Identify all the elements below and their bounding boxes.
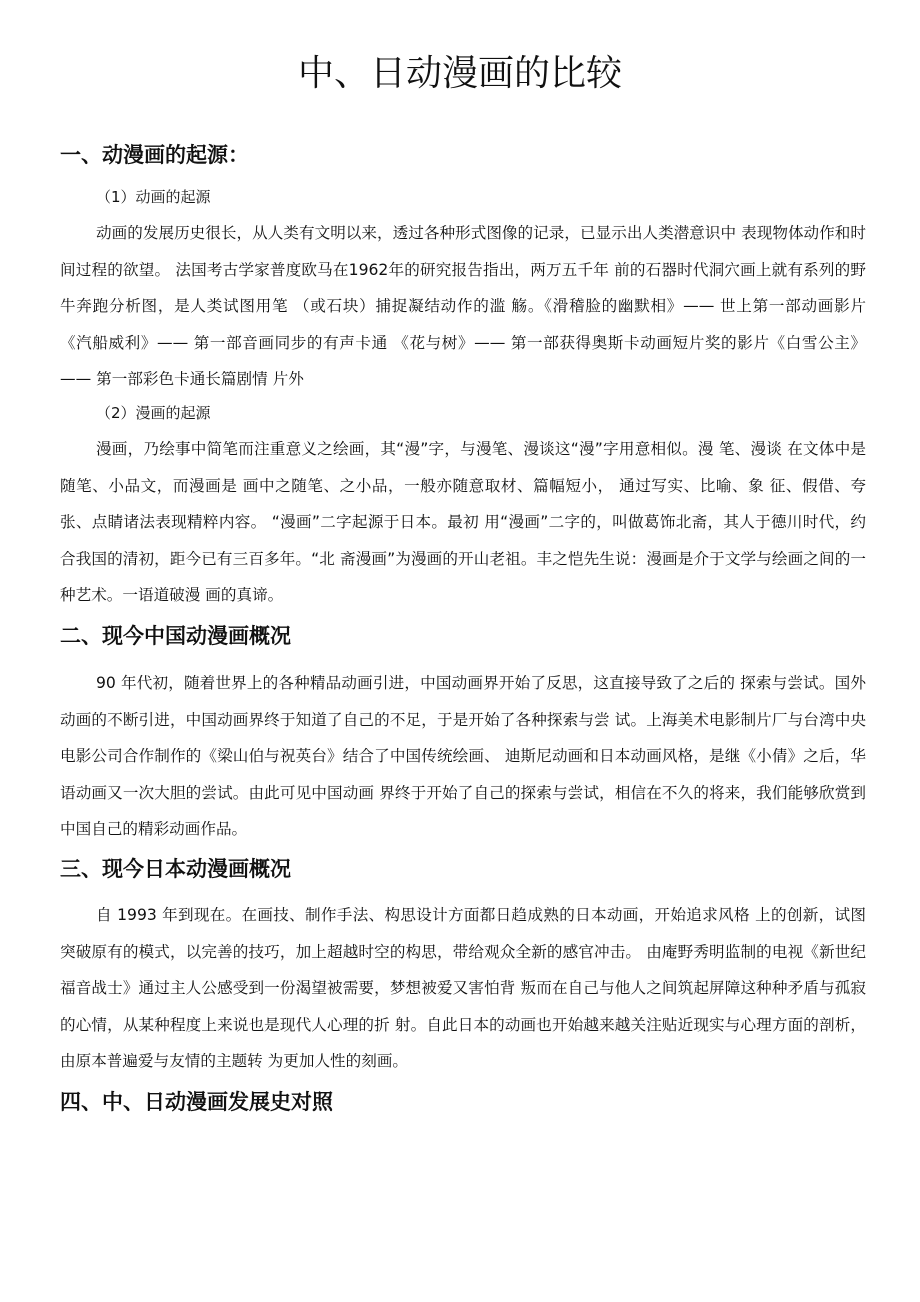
subsection-label-comic-origin: （2）漫画的起源 (96, 404, 211, 422)
subsection-label-animation-origin: （1）动画的起源 (96, 188, 211, 206)
paragraph-animation-origin: 动画的发展历史很长，从人类有文明以来，透过各种形式图像的记录，已显示出人类潜意识中 表现物体动作和时间过程的欲望。 法国考古学家普度欧马在1962年的研究报告指出，两万五千年 前的石器时代洞穴画上就有系列的野牛奔跑分析图，是人类试图用笔 （或石块）捕捉凝结动作的滥 觞。《滑稽脸的幽默相》—— 世上第一部动画影片 《汽船威利》—— 第一部音画同步的有声卡通 《花与树》—— 第一部获得奥斯卡动画短片奖的影片《白雪公主》—— 第一部彩色卡通长篇剧情 片外 (60, 224, 866, 389)
section-heading-japan: 三、现今日本动漫画概况 (60, 857, 291, 881)
page-title: 中、日动漫画的比较 (297, 53, 622, 94)
section-heading-comparison: 四、中、日动漫画发展史对照 (60, 1090, 333, 1114)
paragraph-comic-origin: 漫画，乃绘事中简笔而注重意义之绘画，其“漫”字，与漫笔、漫谈这“漫”字用意相似。漫 笔、漫谈 在文体中是随笔、小品文，而漫画是 画中之随笔、之小品，一般亦随意取材、篇幅短小， 通过写实、比喻、象 征、假借、夸张、点睛诸法表现精粹内容。 “漫画”二字起源于日本。最初 用“漫画”二字的，叫做葛饰北斋，其人于德川时代，约合我国的清初，距今已有三百多年。“北 斋漫画”为漫画的开山老祖。丰之恺先生说：漫画是介于文学与绘画之间的一种艺术。一语道破漫 画的真谛。 (60, 440, 866, 605)
paragraph-japan: 自 1993 年到现在。在画技、制作手法、构思设计方面都日趋成熟的日本动画，开始追求风格 上的创新，试图突破原有的模式，以完善的技巧，加上超越时空的构思，带给观众全新的感官冲击。 由庵野秀明监制的电视《新世纪福音战士》通过主人公感受到一份渴望被需要，梦想被爱又害怕背 叛而在自己与他人之间筑起屏障这种种矛盾与孤寂的心情，从某种程度上来说也是现代人心理的折 射。自此日本的动画也开始越来越关注贴近现实与心理方面的剖析，由原本普遍爱与友情的主题转 为更加人性的刻画。 (60, 906, 866, 1071)
section-heading-origin: 一、动漫画的起源： (60, 143, 249, 167)
paragraph-china: 90 年代初，随着世界上的各种精品动画引进，中国动画界开始了反思，这直接导致了之后的 探索与尝试。国外动画的不断引进，中国动画界终于知道了自己的不足，于是开始了各种探索与尝 试。上海美术电影制片厂与台湾中央电影公司合作制作的《梁山伯与祝英台》结合了中国传统绘画、 迪斯尼动画和日本动画风格，是继《小倩》之后，华语动画又一次大胆的尝试。由此可见中国动画 界终于开始了自己的探索与尝试，相信在不久的将来，我们能够欣赏到中国自己的精彩动画作品。 (60, 674, 866, 839)
section-heading-china: 二、现今中国动漫画概况 (60, 624, 291, 648)
